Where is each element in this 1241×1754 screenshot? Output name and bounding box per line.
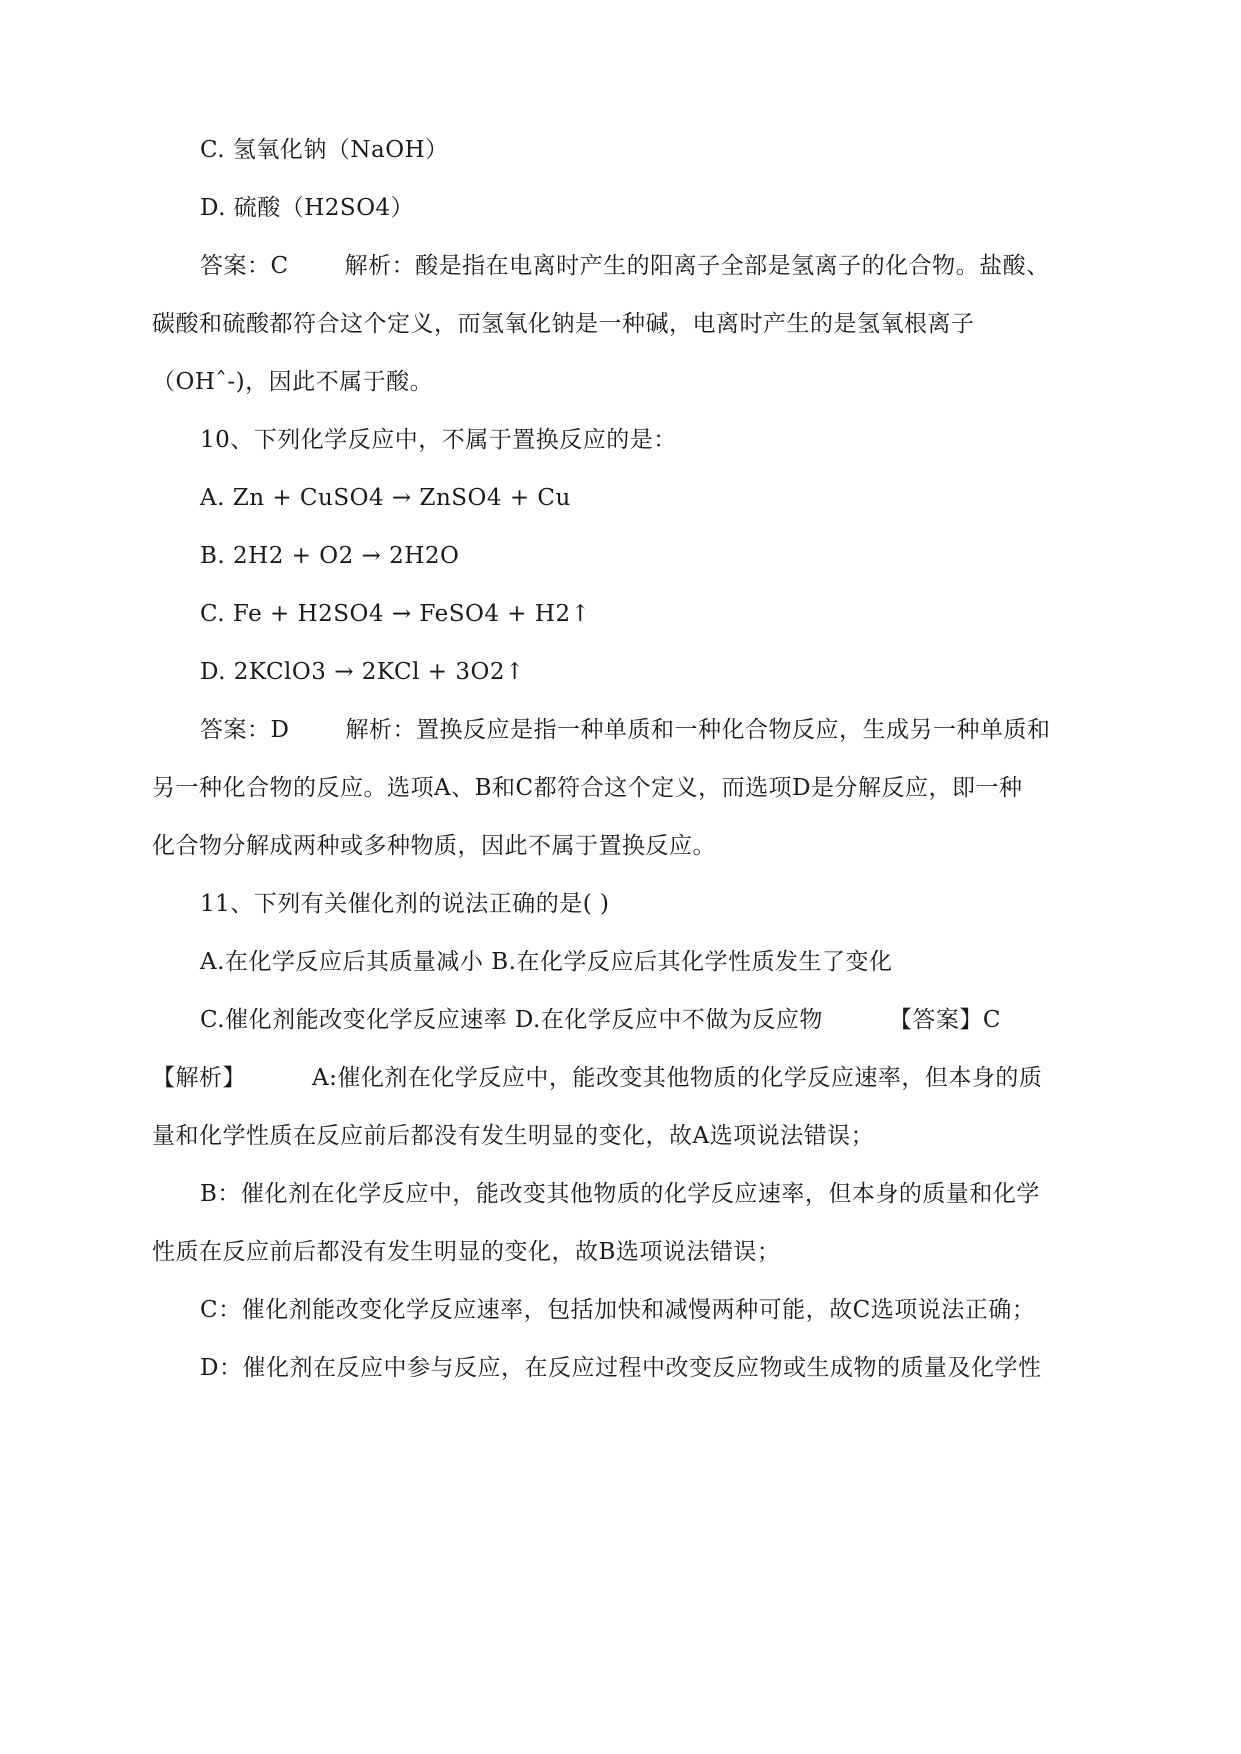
q10-option-a: A. Zn + CuSO4 → ZnSO4 + Cu — [200, 485, 571, 511]
q11-analysis-a1: A:催化剂在化学反应中，能改变其他物质的化学反应速率，但本身的质 — [312, 1065, 1043, 1091]
q10-analysis-2: 另一种化合物的反应。选项A、B和C都符合这个定义，而选项D是分解反应，即一种 — [152, 775, 1023, 801]
q11-analysis-label: 【解析】 — [152, 1065, 246, 1091]
q9-option-c: C. 氢氧化钠（NaOH） — [200, 137, 449, 163]
q10-answer-line — [200, 715, 1050, 745]
q11-analysis-d: D：催化剂在反应中参与反应，在反应过程中改变反应物或生成物的质量及化学性 — [200, 1355, 1042, 1381]
q11-analysis-a-line — [152, 1063, 1042, 1093]
q10-answer: 答案：D — [200, 717, 290, 743]
q10-option-d: D. 2KClO3 → 2KCl + 3O2↑ — [200, 659, 525, 685]
q11-analysis-b1: B：催化剂在化学反应中，能改变其他物质的化学反应速率，但本身的质量和化学 — [200, 1181, 1040, 1207]
q10-title: 10、下列化学反应中，不属于置换反应的是： — [200, 427, 677, 453]
q11-title: 11、下列有关催化剂的说法正确的是( ) — [200, 891, 610, 917]
q11-analysis-c: C：催化剂能改变化学反应速率，包括加快和减慢两种可能，故C选项说法正确； — [200, 1297, 1036, 1323]
q10-option-c: C. Fe + H2SO4 → FeSO4 + H2↑ — [200, 601, 591, 627]
q11-options-cd-line — [200, 1005, 1001, 1035]
q10-option-b: B. 2H2 + O2 → 2H2O — [200, 543, 460, 569]
q11-options-cd: C.催化剂能改变化学反应速率 D.在化学反应中不做为反应物 — [200, 1007, 823, 1033]
q9-answer-line — [200, 251, 1050, 281]
q11-answer: 【答案】C — [888, 1007, 1001, 1033]
q11-analysis-b2: 性质在反应前后都没有发生明显的变化，故B选项说法错误； — [152, 1239, 781, 1265]
q11-options-ab: A.在化学反应后其质量减小 B.在化学反应后其化学性质发生了变化 — [200, 949, 893, 975]
q9-analysis-3: （OHˆ-)，因此不属于酸。 — [152, 369, 434, 395]
q9-answer: 答案：C — [200, 253, 289, 279]
q9-analysis-1: 解析：酸是指在电离时产生的阳离子全部是氢离子的化合物。盐酸、 — [344, 253, 1050, 279]
q9-analysis-2: 碳酸和硫酸都符合这个定义，而氢氧化钠是一种碱，电离时产生的是氢氧根离子 — [152, 311, 975, 337]
q9-option-d: D. 硫酸（H2SO4） — [200, 195, 415, 221]
q11-analysis-a2: 量和化学性质在反应前后都没有发生明显的变化，故A选项说法错误； — [152, 1123, 875, 1149]
q10-analysis-1: 解析：置换反应是指一种单质和一种化合物反应，生成另一种单质和 — [345, 717, 1051, 743]
q10-analysis-3: 化合物分解成两种或多种物质，因此不属于置换反应。 — [152, 833, 716, 859]
